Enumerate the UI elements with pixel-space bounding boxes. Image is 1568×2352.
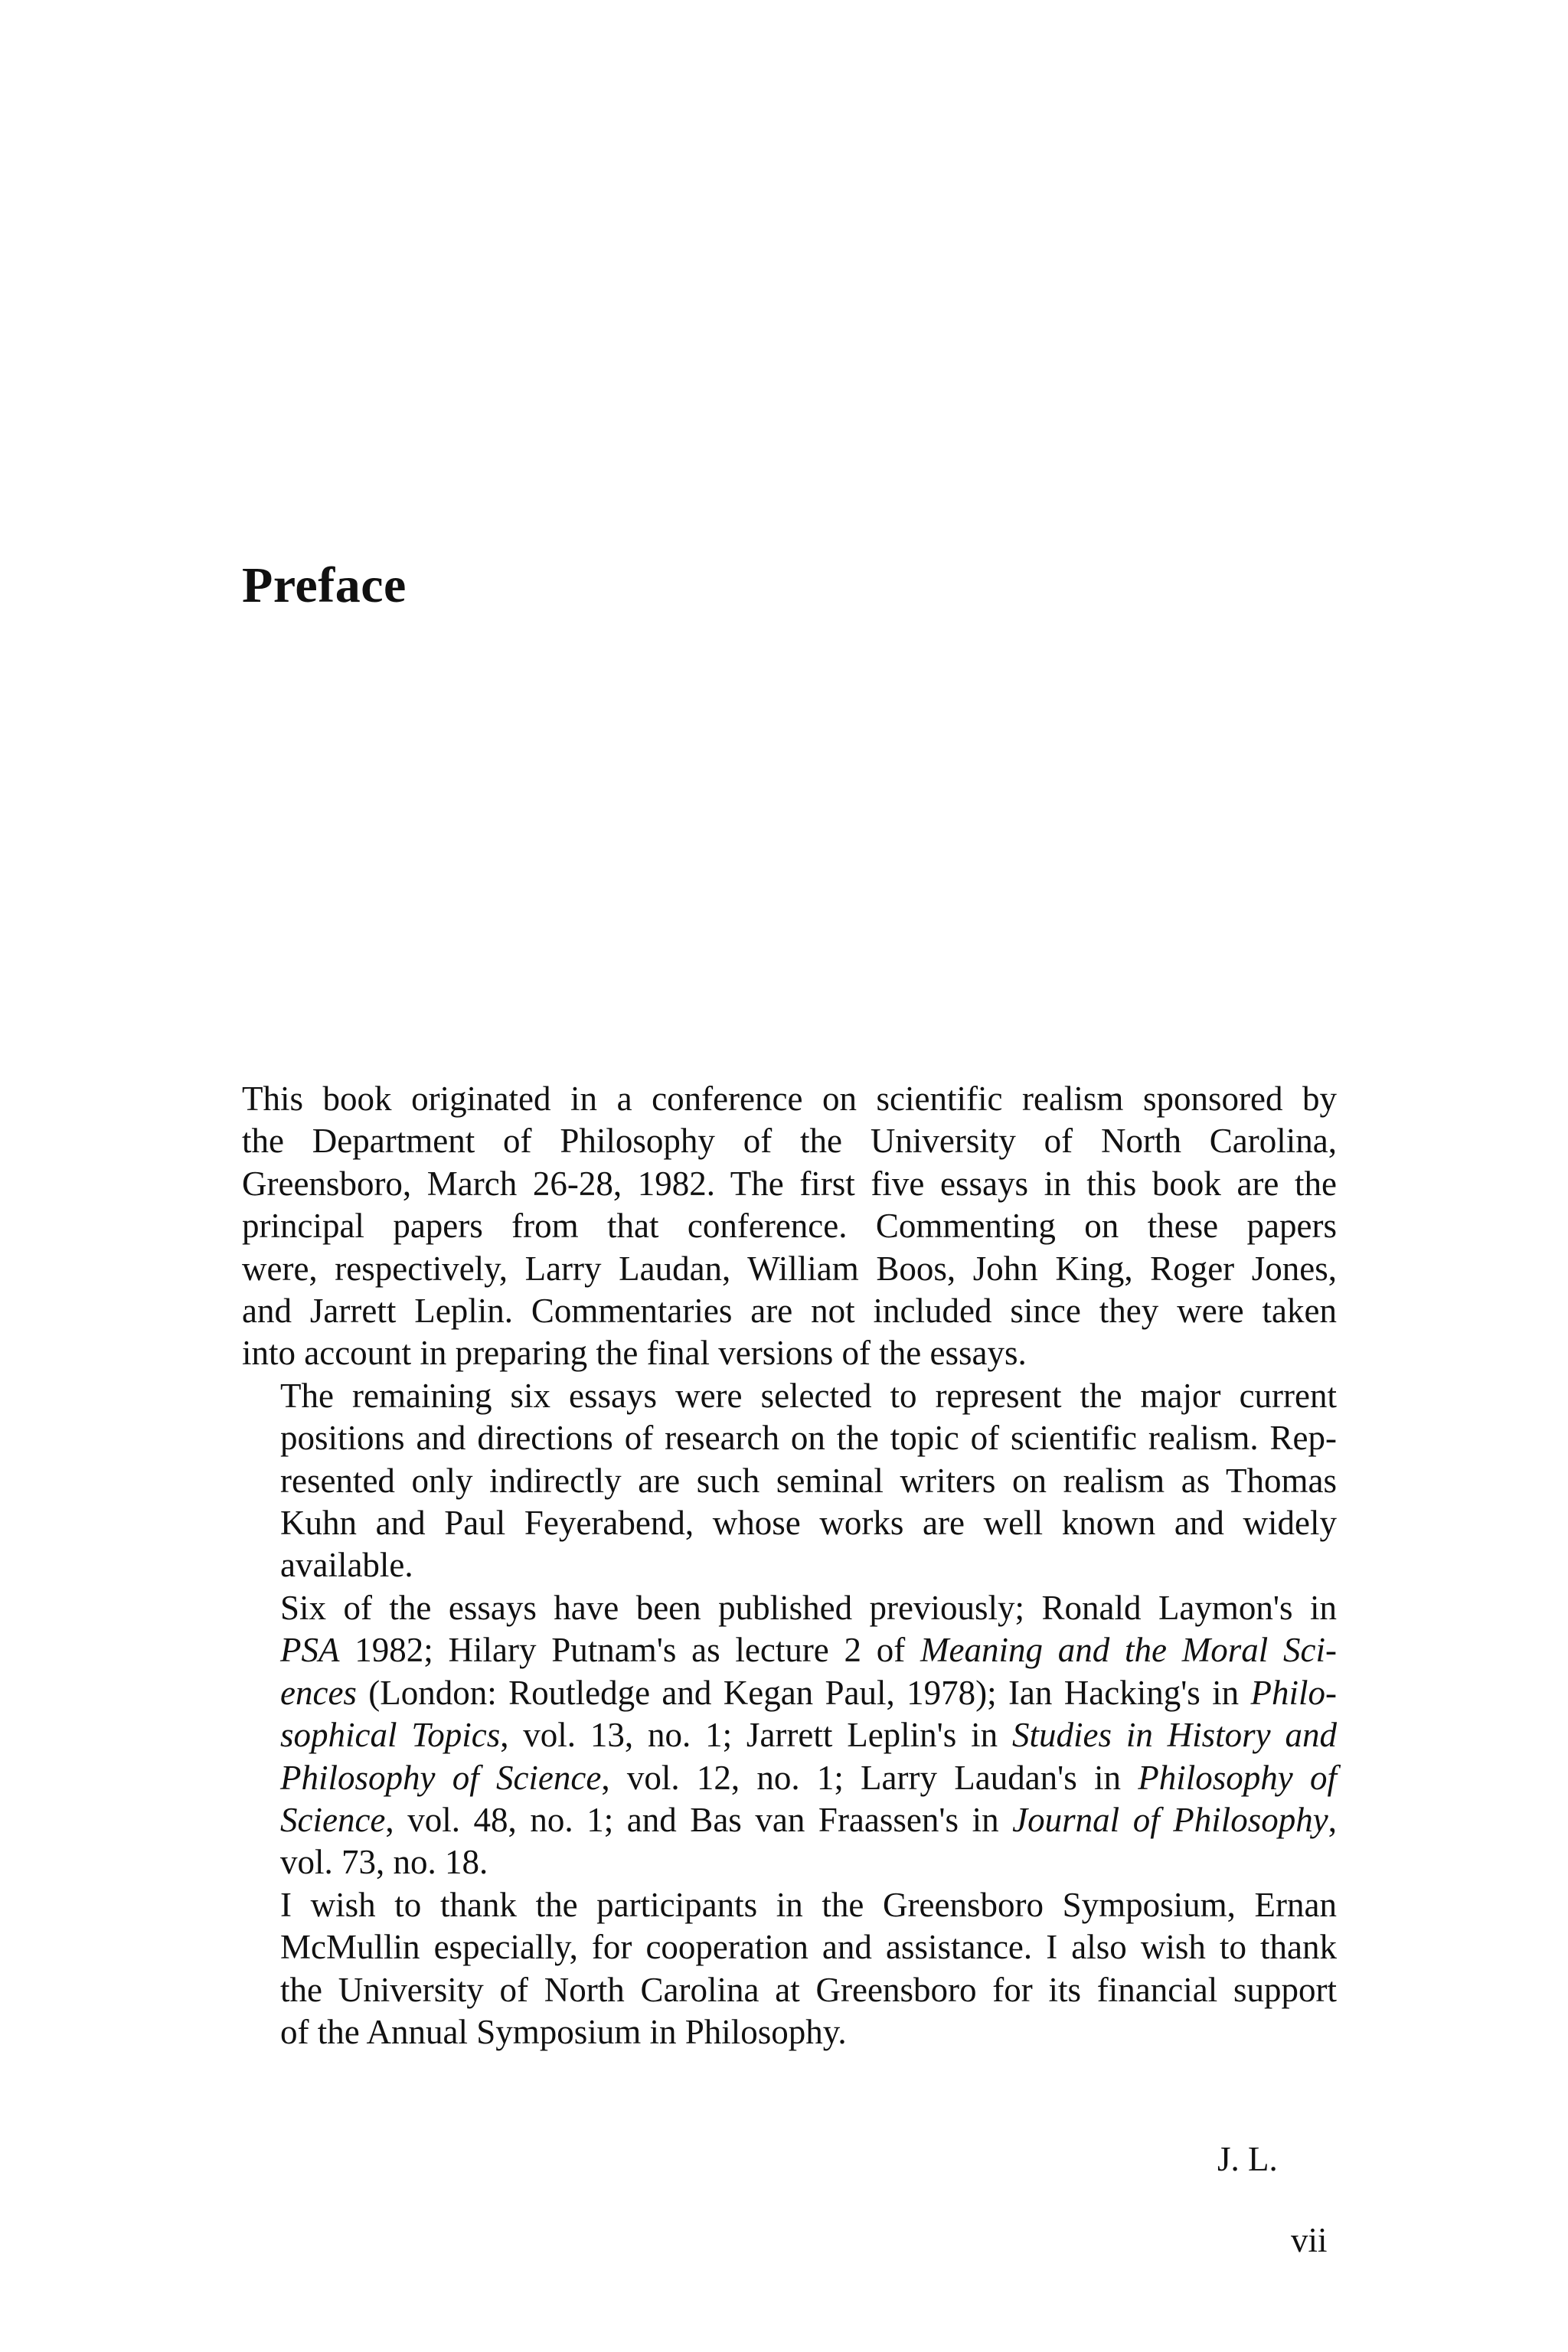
text-line: I wish to thank the participants in the Greensboro Symposium, Ernan: [280, 1885, 1337, 1924]
author-initials: J. L.: [1217, 2140, 1278, 2178]
text-line: available.: [280, 1546, 413, 1585]
text-line: This book originated in a conference on scientific realism sponsored by: [242, 1080, 1337, 1118]
text-line: Six of the essays have been published previously; Ronald Laymon's in: [280, 1588, 1337, 1627]
page-title: Preface: [242, 557, 407, 613]
page-number: vii: [1291, 2221, 1328, 2259]
text-line: into account in preparing the final versions of the essays.: [242, 1334, 1027, 1373]
text-line: Philosophy of Science, vol. 12, no. 1; Larry Laudan's in Philosophy of: [280, 1758, 1337, 1797]
text-line: PSA 1982; Hilary Putnam's as lecture 2 of Meaning and the Moral Sci-: [280, 1631, 1337, 1670]
preface-body: [242, 1078, 1337, 2053]
text-line: Science, vol. 48, no. 1; and Bas van Fraassen's in Journal of Philosophy,: [280, 1800, 1337, 1839]
text-line: and Jarrett Leplin. Commentaries are not included since they were taken: [242, 1292, 1337, 1331]
text-line: of the Annual Symposium in Philosophy.: [280, 2012, 847, 2051]
paragraph: [242, 1884, 1337, 2054]
text-line: Greensboro, March 26-28, 1982. The first five essays in this book are the: [242, 1164, 1337, 1203]
text-line: were, respectively, Larry Laudan, William Boos, John King, Roger Jones,: [242, 1249, 1337, 1288]
text-line: ences (London: Routledge and Kegan Paul, 1978); Ian Hacking's in Philo-: [280, 1673, 1337, 1712]
text-line: resented only indirectly are such seminal writers on realism as Thomas: [280, 1461, 1337, 1500]
text-line: The remaining six essays were selected to represent the major current: [280, 1376, 1337, 1415]
paragraph: [242, 1587, 1337, 1884]
paragraph: [242, 1078, 1337, 1375]
text-line: positions and directions of research on the topic of scientific realism. Rep-: [280, 1419, 1337, 1458]
text-line: sophical Topics, vol. 13, no. 1; Jarrett Leplin's in Studies in History and: [280, 1716, 1338, 1755]
text-line: principal papers from that conference. Commenting on these papers: [242, 1207, 1337, 1246]
text-line: Kuhn and Paul Feyerabend, whose works are well known and widely: [280, 1504, 1337, 1543]
text-line: the University of North Carolina at Greensboro for its financial support: [280, 1970, 1337, 2009]
text-line: the Department of Philosophy of the University of North Carolina,: [242, 1122, 1337, 1161]
text-line: McMullin especially, for cooperation and assistance. I also wish to thank: [280, 1928, 1337, 1967]
text-line: vol. 73, no. 18.: [280, 1843, 488, 1882]
paragraph: [242, 1375, 1337, 1587]
